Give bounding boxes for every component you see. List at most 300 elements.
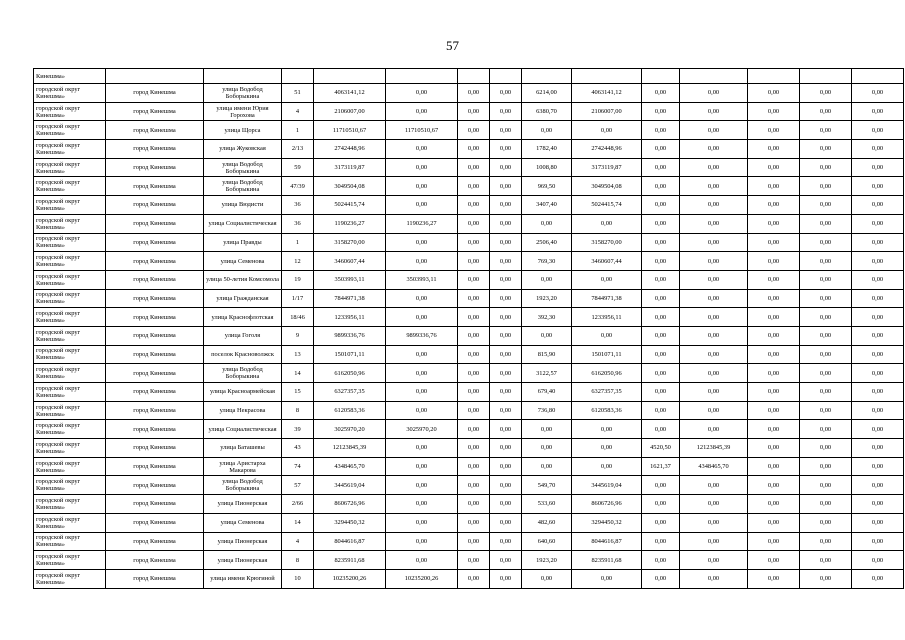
table-cell: 2/13 [282, 140, 314, 159]
table-cell: 74 [282, 457, 314, 476]
table-cell: улица имени Крюгиной [204, 569, 282, 588]
table-cell: 0,00 [800, 177, 852, 196]
table-cell: 8606726,96 [572, 495, 642, 514]
table-cell: 0,00 [490, 289, 522, 308]
table-cell: 0,00 [642, 495, 680, 514]
table-cell: 0,00 [458, 233, 490, 252]
table-cell: 8606726,96 [314, 495, 386, 514]
table-cell: 0,00 [642, 177, 680, 196]
table-cell [572, 69, 642, 84]
table-cell: улица Красноармейская [204, 383, 282, 402]
table-cell: улица Социалистическая [204, 420, 282, 439]
table-cell: город Кинешма [106, 495, 204, 514]
table-cell: 0,00 [680, 140, 748, 159]
table-row [34, 158, 904, 177]
table-cell: 12 [282, 252, 314, 271]
table-cell: 0,00 [748, 270, 800, 289]
table-cell: 0,00 [800, 569, 852, 588]
table-cell: 0,00 [800, 196, 852, 215]
table-cell: 0,00 [852, 532, 904, 551]
table-cell [106, 69, 204, 84]
table-cell: 0,00 [642, 513, 680, 532]
table-cell: 0,00 [748, 364, 800, 383]
table-cell: 0,00 [800, 551, 852, 570]
table-cell: 0,00 [642, 270, 680, 289]
table-cell: 0,00 [458, 102, 490, 121]
table-cell: 0,00 [748, 214, 800, 233]
table-row [34, 289, 904, 308]
table-cell: 0,00 [748, 476, 800, 495]
table-cell: 0,00 [748, 177, 800, 196]
table-cell: 0,00 [642, 551, 680, 570]
table-cell: 0,00 [680, 401, 748, 420]
table-cell: 14 [282, 513, 314, 532]
table-cell: город Кинешма [106, 532, 204, 551]
table-cell: 0,00 [852, 513, 904, 532]
table-row [34, 551, 904, 570]
table-cell: 1233956,11 [314, 308, 386, 327]
table-cell: 3503993,11 [386, 270, 458, 289]
table-cell: 0,00 [852, 495, 904, 514]
table-cell: 0,00 [852, 383, 904, 402]
table-cell: 0,00 [490, 214, 522, 233]
table-cell: 3294450,32 [314, 513, 386, 532]
table-cell: город Кинешма [106, 476, 204, 495]
table-cell: 0,00 [852, 289, 904, 308]
table-cell: 0,00 [386, 233, 458, 252]
table-cell: 3173119,87 [572, 158, 642, 177]
table-cell: 3460607,44 [572, 252, 642, 271]
table-cell: городской округ Кинешма» [34, 84, 106, 103]
table-cell [282, 69, 314, 84]
table-cell: 4348465,70 [680, 457, 748, 476]
table-cell: улица Водобод Боборыкина [204, 364, 282, 383]
table-cell: 0,00 [680, 364, 748, 383]
table-cell: улица Гоголя [204, 326, 282, 345]
table-cell: 0,00 [458, 196, 490, 215]
table-cell: 0,00 [490, 84, 522, 103]
table-cell: 1233956,11 [572, 308, 642, 327]
table-cell: 0,00 [852, 140, 904, 159]
table-cell: 0,00 [852, 551, 904, 570]
table-cell: 0,00 [852, 401, 904, 420]
table-cell: 0,00 [680, 158, 748, 177]
table-cell: 6327357,35 [314, 383, 386, 402]
table-row [34, 121, 904, 140]
table-cell: 0,00 [800, 214, 852, 233]
table-cell: 0,00 [458, 140, 490, 159]
table-cell: 0,00 [852, 214, 904, 233]
table-cell: 0,00 [680, 345, 748, 364]
table-cell: 0,00 [572, 569, 642, 588]
table-cell: 6120583,36 [572, 401, 642, 420]
table-cell: 2106007,00 [314, 102, 386, 121]
table-cell: 0,00 [572, 214, 642, 233]
table-cell: 0,00 [490, 252, 522, 271]
table-cell: 0,00 [800, 345, 852, 364]
table-cell: городской округ Кинешма» [34, 551, 106, 570]
table-cell: улица Некрасова [204, 401, 282, 420]
table-cell: 7844971,38 [572, 289, 642, 308]
table-cell: 0,00 [680, 270, 748, 289]
table-cell: 0,00 [386, 102, 458, 121]
table-cell: городской округ Кинешма» [34, 196, 106, 215]
table-cell: 0,00 [748, 383, 800, 402]
table-cell: 0,00 [680, 532, 748, 551]
table-row [34, 383, 904, 402]
table-cell: поселок Красноволжск [204, 345, 282, 364]
table-cell: 0,00 [852, 420, 904, 439]
page-number: 57 [446, 38, 459, 53]
table-row [34, 140, 904, 159]
table-cell: 1782,40 [522, 140, 572, 159]
table-cell: 0,00 [458, 569, 490, 588]
table-cell: 0,00 [572, 121, 642, 140]
table-cell: 2/66 [282, 495, 314, 514]
table-cell: 0,00 [800, 364, 852, 383]
table-cell: 0,00 [748, 252, 800, 271]
table-cell: 3445619,04 [572, 476, 642, 495]
table-cell: 0,00 [522, 326, 572, 345]
table-cell: 0,00 [642, 364, 680, 383]
table-cell: городской округ Кинешма» [34, 532, 106, 551]
table-cell: 0,00 [748, 140, 800, 159]
table-cell: 0,00 [386, 513, 458, 532]
table-row [34, 102, 904, 121]
table-cell: 1008,80 [522, 158, 572, 177]
table-row [34, 457, 904, 476]
table-cell: городской округ Кинешма» [34, 439, 106, 458]
table-cell: 0,00 [680, 551, 748, 570]
table-cell: 47/39 [282, 177, 314, 196]
table-cell: 0,00 [490, 439, 522, 458]
table-cell: 4 [282, 532, 314, 551]
table-cell: 0,00 [748, 532, 800, 551]
table-cell: город Кинешма [106, 439, 204, 458]
table-cell: 3049504,08 [314, 177, 386, 196]
table-row-continued [34, 69, 904, 84]
table-cell: 0,00 [458, 158, 490, 177]
table-cell: 0,00 [572, 420, 642, 439]
table-cell: 0,00 [490, 326, 522, 345]
table-row [34, 308, 904, 327]
table-cell: 15 [282, 383, 314, 402]
table-cell: город Кинешма [106, 196, 204, 215]
table-cell: 1923,20 [522, 551, 572, 570]
table-cell: 482,60 [522, 513, 572, 532]
table-cell: 0,00 [386, 439, 458, 458]
table-cell: 0,00 [800, 308, 852, 327]
table-row [34, 252, 904, 271]
table-row [34, 495, 904, 514]
table-cell: 1190236,27 [386, 214, 458, 233]
table-cell: 0,00 [852, 569, 904, 588]
table-cell: улица Водобод Боборыкина [204, 476, 282, 495]
table-cell: город Кинешма [106, 121, 204, 140]
table-cell [522, 69, 572, 84]
table-cell: 10 [282, 569, 314, 588]
table-cell: 0,00 [680, 289, 748, 308]
table-cell: 0,00 [852, 102, 904, 121]
table-cell: 0,00 [386, 476, 458, 495]
table-row [34, 439, 904, 458]
table-cell [852, 69, 904, 84]
table-cell: 2506,40 [522, 233, 572, 252]
table-cell: 1621,37 [642, 457, 680, 476]
table-cell: 0,00 [490, 345, 522, 364]
table-cell: 0,00 [490, 158, 522, 177]
table-cell: 1923,20 [522, 289, 572, 308]
table-cell: 0,00 [386, 495, 458, 514]
table-cell: 0,00 [458, 532, 490, 551]
table-cell: 0,00 [852, 177, 904, 196]
table-cell: 0,00 [800, 513, 852, 532]
table-cell [800, 69, 852, 84]
table-cell: город Кинешма [106, 289, 204, 308]
table-row [34, 364, 904, 383]
table-cell: 14 [282, 364, 314, 383]
table-cell: 0,00 [852, 121, 904, 140]
table-cell: 549,70 [522, 476, 572, 495]
table-cell: 4 [282, 102, 314, 121]
table-cell: городской округ Кинешма» [34, 270, 106, 289]
table-cell: 0,00 [800, 102, 852, 121]
table-cell: городской округ Кинешма» [34, 140, 106, 159]
table-cell: 6327357,35 [572, 383, 642, 402]
table-cell: 0,00 [458, 364, 490, 383]
table-cell: 0,00 [852, 308, 904, 327]
table-row [34, 513, 904, 532]
table-cell: город Кинешма [106, 252, 204, 271]
table-cell: 0,00 [386, 345, 458, 364]
table-cell: 1/17 [282, 289, 314, 308]
table-cell: 0,00 [386, 289, 458, 308]
table-cell: 8044616,87 [572, 532, 642, 551]
table-cell: 0,00 [680, 196, 748, 215]
table-cell: 0,00 [458, 439, 490, 458]
table-cell: 0,00 [386, 551, 458, 570]
table-cell: город Кинешма [106, 214, 204, 233]
table-cell: 0,00 [748, 495, 800, 514]
data-table [33, 68, 904, 589]
table-cell: 0,00 [458, 177, 490, 196]
table-cell: 0,00 [800, 420, 852, 439]
table-cell: городской округ Кинешма» [34, 308, 106, 327]
table-cell: город Кинешма [106, 308, 204, 327]
table-cell: 0,00 [522, 457, 572, 476]
table-cell: 39 [282, 420, 314, 439]
table-cell: 0,00 [386, 252, 458, 271]
table-cell: 0,00 [490, 495, 522, 514]
table-cell: 0,00 [852, 158, 904, 177]
table-cell: 0,00 [852, 439, 904, 458]
table-cell: 392,30 [522, 308, 572, 327]
table-cell: 769,30 [522, 252, 572, 271]
table-row [34, 214, 904, 233]
table-cell: 0,00 [852, 270, 904, 289]
table-cell: городской округ Кинешма» [34, 420, 106, 439]
table-cell: 2742448,96 [314, 140, 386, 159]
table-cell: 0,00 [522, 420, 572, 439]
table-cell: 0,00 [800, 457, 852, 476]
table-cell: 0,00 [642, 345, 680, 364]
table-cell: 0,00 [748, 569, 800, 588]
table-cell: Кинешма» [34, 69, 106, 84]
table-cell: 0,00 [800, 326, 852, 345]
table-cell: городской округ Кинешма» [34, 513, 106, 532]
table-cell: 12123845,39 [314, 439, 386, 458]
table-cell: 51 [282, 84, 314, 103]
table-cell [490, 69, 522, 84]
table-cell: улица Социалистическая [204, 214, 282, 233]
table-cell: 0,00 [748, 457, 800, 476]
table-cell: 0,00 [852, 345, 904, 364]
table-cell: 0,00 [748, 196, 800, 215]
table-row [34, 569, 904, 588]
table-cell: 9 [282, 326, 314, 345]
table-cell: 0,00 [490, 569, 522, 588]
table-cell: 0,00 [642, 196, 680, 215]
table-cell: 0,00 [748, 102, 800, 121]
table-cell: 6162050,96 [314, 364, 386, 383]
table-cell: 0,00 [458, 252, 490, 271]
table-cell: городской округ Кинешма» [34, 158, 106, 177]
table-cell: 5024415,74 [572, 196, 642, 215]
table-cell: 4063141,12 [314, 84, 386, 103]
table-cell: 0,00 [458, 308, 490, 327]
table-cell: улица 50-летия Комсомола [204, 270, 282, 289]
table-cell: улица Аристарха Макарова [204, 457, 282, 476]
table-cell: 0,00 [642, 121, 680, 140]
table-cell: улица Водобод Боборыкина [204, 158, 282, 177]
table-cell: 0,00 [458, 495, 490, 514]
table-cell: 36 [282, 214, 314, 233]
table-cell: 0,00 [680, 214, 748, 233]
table-row [34, 177, 904, 196]
table-cell: 0,00 [748, 84, 800, 103]
table-cell: 4520,50 [642, 439, 680, 458]
table-cell: 5024415,74 [314, 196, 386, 215]
table-body [34, 69, 904, 589]
table-cell: 0,00 [680, 495, 748, 514]
table-cell: 3407,40 [522, 196, 572, 215]
table-cell: 1190236,27 [314, 214, 386, 233]
table-cell [458, 69, 490, 84]
table-cell: 0,00 [386, 308, 458, 327]
table-cell: 0,00 [642, 289, 680, 308]
table-cell: 0,00 [680, 476, 748, 495]
table-cell: город Кинешма [106, 383, 204, 402]
table-cell: 10235200,26 [314, 569, 386, 588]
table-cell: городской округ Кинешма» [34, 476, 106, 495]
table-cell: 8235911,68 [314, 551, 386, 570]
table-cell: 0,00 [748, 121, 800, 140]
table-cell: улица Водобод Боборыкина [204, 177, 282, 196]
table-cell: 0,00 [490, 401, 522, 420]
table-cell: 0,00 [522, 569, 572, 588]
table-cell: 0,00 [852, 196, 904, 215]
table-cell: 0,00 [458, 401, 490, 420]
table-cell [748, 69, 800, 84]
table-cell: 57 [282, 476, 314, 495]
table-cell: городской округ Кинешма» [34, 457, 106, 476]
table-cell: 0,00 [490, 233, 522, 252]
table-cell: 4063141,12 [572, 84, 642, 103]
table-cell: 0,00 [800, 476, 852, 495]
table-cell: 0,00 [642, 532, 680, 551]
table-cell: городской округ Кинешма» [34, 401, 106, 420]
table-cell: 0,00 [748, 345, 800, 364]
table-cell: 0,00 [458, 457, 490, 476]
table-cell: 969,50 [522, 177, 572, 196]
table-cell: 8 [282, 401, 314, 420]
table-cell: 533,60 [522, 495, 572, 514]
table-cell: 0,00 [490, 102, 522, 121]
table-cell: 0,00 [852, 252, 904, 271]
table-cell: 0,00 [490, 383, 522, 402]
table-cell: 0,00 [572, 326, 642, 345]
table-cell: 3503993,11 [314, 270, 386, 289]
table-cell: 0,00 [386, 158, 458, 177]
table-cell: 815,90 [522, 345, 572, 364]
table-cell: 0,00 [458, 345, 490, 364]
table-cell: 3025970,20 [386, 420, 458, 439]
table-cell: 0,00 [680, 420, 748, 439]
table-cell: 0,00 [386, 196, 458, 215]
table-cell [680, 69, 748, 84]
table-cell: 0,00 [490, 308, 522, 327]
table-cell: 0,00 [852, 364, 904, 383]
table-cell: 0,00 [490, 513, 522, 532]
table-cell: 0,00 [490, 457, 522, 476]
table-cell: улица Жуковская [204, 140, 282, 159]
table-cell: улица Пионерская [204, 495, 282, 514]
table-cell: 0,00 [522, 214, 572, 233]
table-cell: 0,00 [800, 532, 852, 551]
table-cell: 0,00 [680, 569, 748, 588]
table-cell: 0,00 [748, 439, 800, 458]
table-cell: 0,00 [458, 513, 490, 532]
table-cell: город Кинешма [106, 420, 204, 439]
table-cell: 0,00 [748, 513, 800, 532]
table-cell: 0,00 [490, 476, 522, 495]
table-cell: 3025970,20 [314, 420, 386, 439]
table-cell: город Кинешма [106, 270, 204, 289]
table-cell: 3173119,87 [314, 158, 386, 177]
table-cell: городской округ Кинешма» [34, 326, 106, 345]
table-row [34, 345, 904, 364]
table-cell: 640,60 [522, 532, 572, 551]
table-cell: 0,00 [458, 383, 490, 402]
table-cell: городской округ Кинешма» [34, 177, 106, 196]
table-cell: город Кинешма [106, 345, 204, 364]
table-row [34, 326, 904, 345]
table-cell: 36 [282, 196, 314, 215]
table-cell: 0,00 [852, 84, 904, 103]
table-cell: 0,00 [458, 121, 490, 140]
table-cell: 0,00 [852, 476, 904, 495]
table-cell: 4348465,70 [314, 457, 386, 476]
table-cell: 679,40 [522, 383, 572, 402]
table-cell: город Кинешма [106, 177, 204, 196]
table-cell: 18/46 [282, 308, 314, 327]
table-cell: 6214,00 [522, 84, 572, 103]
table-cell: 0,00 [748, 233, 800, 252]
table-cell: городской округ Кинешма» [34, 495, 106, 514]
table-cell: 3049504,08 [572, 177, 642, 196]
table-cell: 0,00 [386, 401, 458, 420]
table-cell: городской округ Кинешма» [34, 364, 106, 383]
